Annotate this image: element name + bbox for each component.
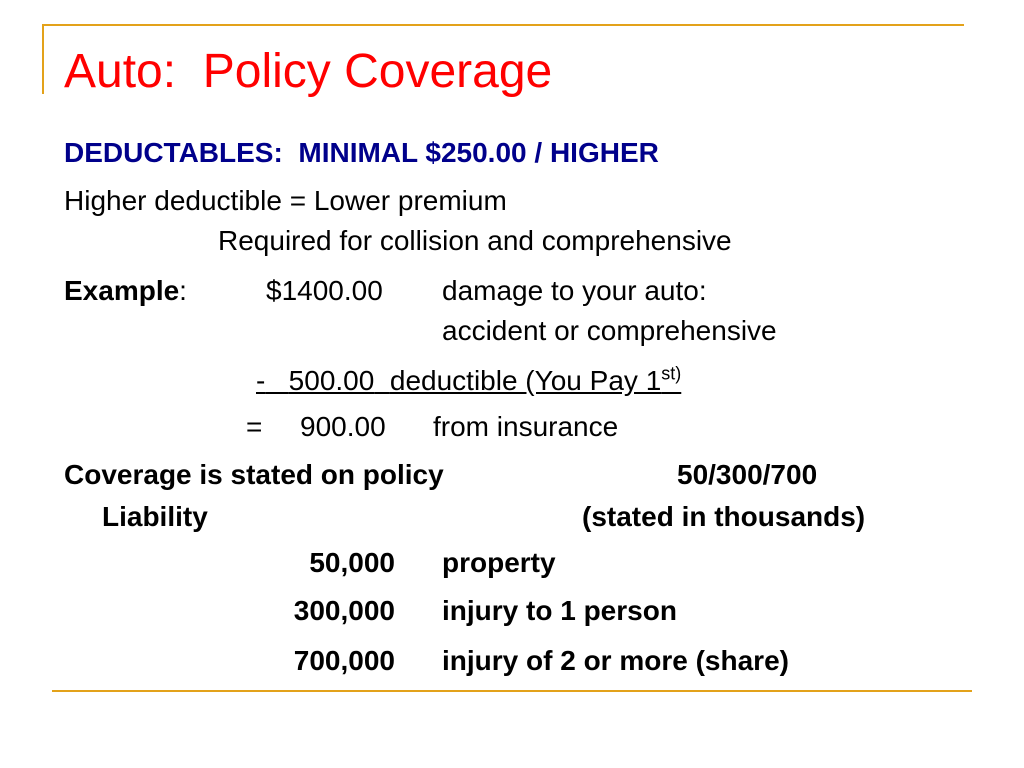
- frame-top-line: [42, 24, 964, 26]
- required-line: Required for collision and comprehensive: [218, 225, 732, 256]
- deductible-amount: 500.00: [288, 365, 375, 396]
- coverage-item-amount-property: 50,000: [309, 547, 395, 578]
- example-amount: $1400.00: [266, 275, 383, 306]
- example-label-group: [64, 274, 187, 308]
- coverage-item-label-property: property: [442, 547, 556, 578]
- coverage-note: (stated in thousands): [582, 501, 866, 532]
- frame-left-line: [42, 24, 44, 94]
- deductible-text: deductible (You Pay 1: [389, 365, 662, 396]
- result-prefix: =: [246, 411, 263, 442]
- result-amount: 900.00: [300, 411, 386, 442]
- example-damage-text: damage to your auto:: [442, 275, 707, 306]
- coverage-heading: Coverage is stated on policy: [64, 459, 444, 490]
- coverage-limits: 50/300/700: [677, 459, 818, 490]
- example-label: Example: [64, 275, 180, 306]
- deductible-sup: st): [661, 363, 682, 384]
- deductible-prefix: -: [256, 365, 266, 396]
- higher-deductible-line: Higher deductible = Lower premium: [64, 185, 507, 216]
- coverage-liability: Liability: [102, 501, 208, 532]
- coverage-item-amount-injury-one: 300,000: [293, 595, 395, 626]
- frame-bottom-line: [52, 690, 972, 692]
- coverage-item-label-injury-two: injury of 2 or more (share): [442, 645, 789, 676]
- example-colon: :: [179, 275, 187, 306]
- deductible-row: [256, 364, 681, 398]
- coverage-item-amount-injury-two: 700,000: [293, 645, 395, 676]
- deductibles-heading: DEDUCTABLES: MINIMAL $250.00 / HIGHER: [64, 137, 659, 168]
- example-damage-text-2: accident or comprehensive: [442, 315, 777, 346]
- coverage-item-label-injury-one: injury to 1 person: [442, 595, 677, 626]
- slide-title: Auto: Policy Coverage: [64, 45, 553, 98]
- result-text: from insurance: [433, 411, 619, 442]
